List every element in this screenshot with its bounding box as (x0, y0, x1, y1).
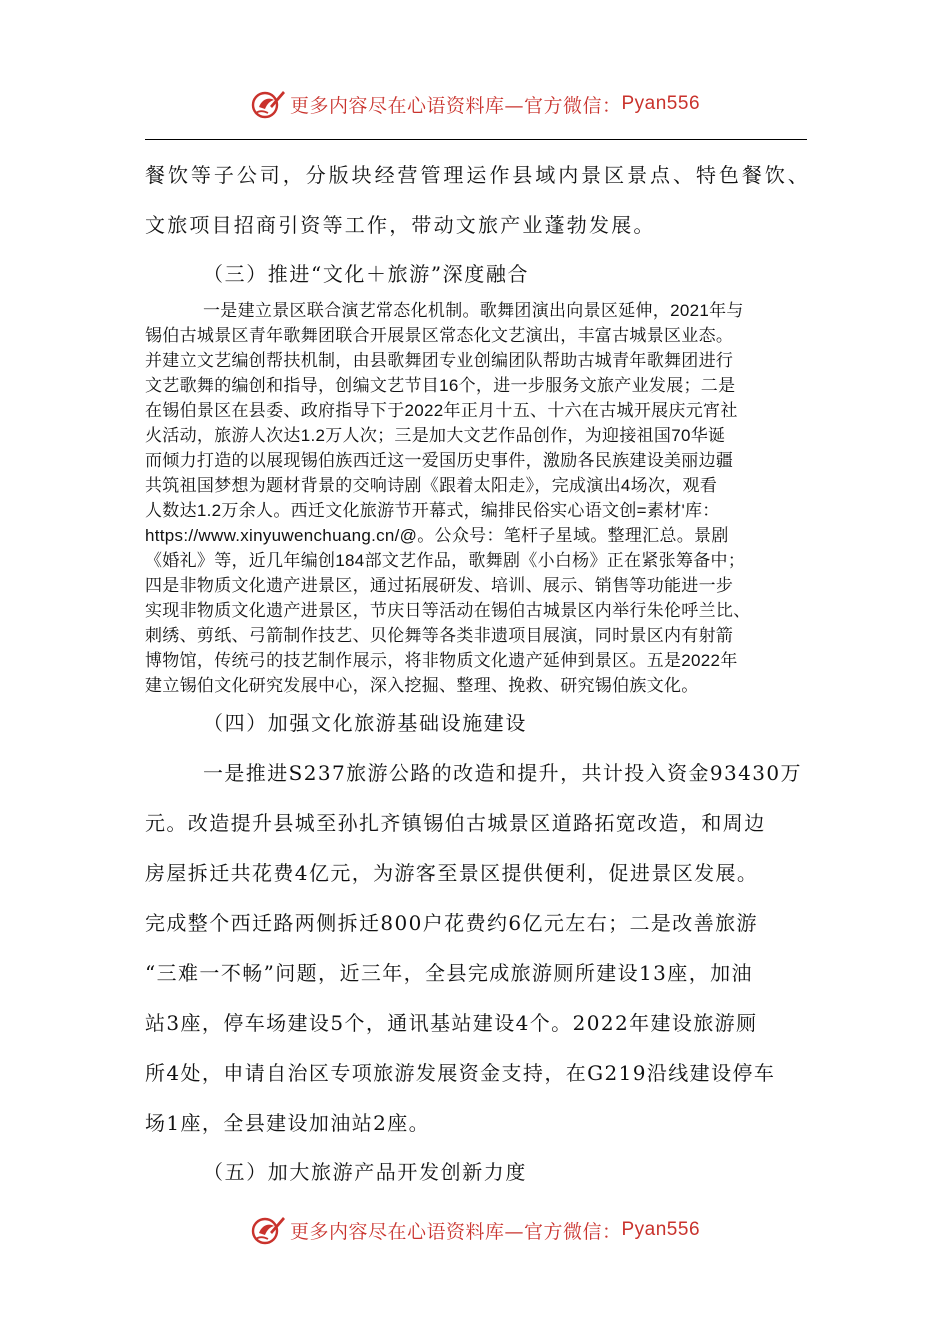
section3-line-9: 人数达1.2万余人。西迁文化旅游节开幕式，编排民俗实心语文创=素材'库： (145, 501, 720, 520)
section4-line-3: 房屋拆迁共花费4亿元，为游客至景区提供便利，促进景区发展。 (145, 861, 759, 885)
header-watermark-id: Pyan556 (621, 93, 701, 114)
footer-watermark (0, 1210, 950, 1250)
section3-line-4: 文艺歌舞的编创和指导，创编文艺节目16个，进一步服务文旅产业发展；二是 (145, 376, 736, 395)
section4-line-7: 所4处，申请自治区专项旅游发展资金支持，在G219沿线建设停车 (145, 1061, 776, 1085)
header-watermark-text: 更多内容尽在心语资料库—官方微信： (289, 94, 622, 117)
section3-line-8: 共筑祖国梦想为题材背景的交响诗剧《跟着太阳走》，完成演出4场次，观看 (145, 476, 718, 495)
section3-line-10: https://www.xinyuwenchuang.cn/@。公众号：笔杆子星域。整理汇总。景剧 (145, 526, 729, 545)
section3-heading: （三）推进“文化＋旅游”深度融合 (203, 262, 530, 286)
section4-line-6: 站3座，停车场建设5个，通讯基站建设4个。2022年建设旅游厕 (145, 1011, 758, 1035)
pen-logo-icon (250, 86, 286, 122)
footer-watermark-id: Pyan556 (621, 1219, 701, 1240)
section5-heading: （五）加大旅游产品开发创新力度 (203, 1160, 527, 1184)
continued-line-1: 餐饮等子公司，分版块经营管理运作县域内景区景点、特色餐饮、 (145, 163, 810, 187)
section3-line-12: 四是非物质文化遗产进景区，通过拓展研发、培训、展示、销售等功能进一步 (145, 576, 734, 595)
section3-line-16: 建立锡伯文化研究发展中心，深入挖掘、整理、挽救、研究锡伯族文化。 (145, 676, 699, 695)
section3-line-6: 火活动，旅游人次达1.2万人次；三是加大文艺作品创作，为迎接祖国70华诞 (145, 426, 726, 445)
section3-line-7: 而倾力打造的以展现锡伯族西迁这一爱国历史事件，激励各民族建设美丽边疆 (145, 451, 734, 470)
section3-line-5: 在锡伯景区在县委、政府指导下于2022年正月十五、十六在古城开展庆元宵社 (145, 401, 738, 420)
section3-line-11: 《婚礼》等，近几年编创184部文艺作品，歌舞剧《小白杨》正在紧张筹备中； (145, 551, 746, 570)
section3-line-3: 并建立文艺编创帮扶机制，由县歌舞团专业创编团队帮助古城青年歌舞团进行 (145, 351, 734, 370)
section4-line-8: 场1座，全县建设加油站2座。 (145, 1111, 431, 1135)
section4-heading: （四）加强文化旅游基础设施建设 (203, 711, 527, 735)
section3-line-15: 博物馆，传统弓的技艺制作展示，将非物质文化遗产延伸到景区。五是2022年 (145, 651, 738, 670)
header-watermark (0, 84, 950, 124)
section3-line-2: 锡伯古城景区青年歌舞团联合开展景区常态化文艺演出，丰富古城景区业态。 (145, 326, 734, 345)
section4-line-1: 一是推进S237旅游公路的改造和提升，共计投入资金93430万 (203, 761, 802, 785)
section3-line-13: 实现非物质文化遗产进景区，节庆日等活动在锡伯古城景区内举行朱伦呼兰比、 (145, 601, 751, 620)
section3-line-1: 一是建立景区联合演艺常态化机制。歌舞团演出向景区延伸，2021年与 (203, 301, 744, 320)
section3-line-14: 刺绣、剪纸、弓箭制作技艺、贝伦舞等各类非遗项目展演，同时景区内有射箭 (145, 626, 734, 645)
section4-line-2: 元。改造提升县城至孙扎齐镇锡伯古城景区道路拓宽改造，和周边 (145, 811, 766, 835)
pen-logo-icon (250, 1212, 286, 1248)
header-divider (145, 139, 807, 140)
section4-line-4: 完成整个西迁路两侧拆迁800户花费约6亿元左右；二是改善旅游 (145, 911, 758, 935)
continued-line-2: 文旅项目招商引资等工作，带动文旅产业蓬勃发展。 (145, 213, 656, 237)
section4-line-5: “三难一不畅”问题，近三年，全县完成旅游厕所建设13座，加油 (145, 961, 753, 985)
footer-watermark-text: 更多内容尽在心语资料库—官方微信： (289, 1220, 622, 1243)
